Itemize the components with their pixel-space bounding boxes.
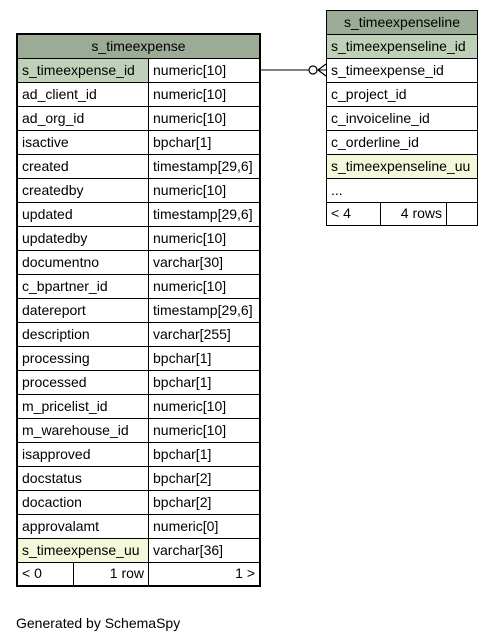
column-name[interactable]: processed — [18, 371, 149, 394]
table-s-timeexpense[interactable] — [16, 33, 261, 587]
table-header[interactable]: s_timeexpenseline — [327, 11, 477, 35]
column-name[interactable]: s_timeexpenseline_uu — [327, 155, 477, 178]
column-type: bpchar[1] — [153, 374, 212, 390]
column-name[interactable]: approvalamt — [18, 515, 149, 538]
column-name[interactable]: description — [18, 323, 149, 346]
table-row — [18, 107, 259, 131]
column-name[interactable]: processing — [18, 347, 149, 370]
column-name[interactable]: m_pricelist_id — [18, 395, 149, 418]
crow-foot-upper — [318, 64, 326, 70]
column-name[interactable]: s_timeexpense_id — [331, 62, 444, 78]
table-row — [327, 59, 477, 83]
row-count: 4 rows — [381, 203, 447, 225]
table-row — [327, 131, 477, 155]
table-row — [327, 179, 477, 203]
column-type: numeric[10] — [153, 182, 227, 198]
column-name[interactable]: docaction — [18, 491, 149, 514]
column-name[interactable]: s_timeexpense_uu — [18, 539, 149, 562]
table-row — [18, 419, 259, 443]
table-row — [18, 491, 259, 515]
row-count: 1 row — [74, 563, 149, 585]
column-name[interactable]: created — [18, 155, 149, 178]
column-name[interactable]: c_orderline_id — [331, 134, 419, 150]
column-name[interactable]: updated — [18, 203, 149, 226]
column-name[interactable]: isapproved — [18, 443, 149, 466]
column-type: numeric[10] — [153, 422, 227, 438]
column-type: numeric[10] — [153, 110, 227, 126]
column-type: timestamp[29,6] — [153, 302, 253, 318]
table-row — [18, 371, 259, 395]
table-row — [18, 155, 259, 179]
generator-caption: Generated by SchemaSpy — [16, 615, 181, 631]
table-row — [18, 347, 259, 371]
column-type: varchar[255] — [153, 326, 231, 342]
column-type: numeric[10] — [153, 62, 227, 78]
parents-count[interactable]: < 4 — [327, 203, 381, 225]
column-name[interactable]: ... — [331, 182, 343, 198]
table-footer — [18, 563, 259, 585]
column-type: bpchar[1] — [153, 350, 212, 366]
children-count — [447, 203, 477, 225]
table-row — [327, 35, 477, 59]
column-type: numeric[10] — [153, 86, 227, 102]
column-name[interactable]: ad_client_id — [18, 83, 149, 106]
column-name[interactable]: isactive — [18, 131, 149, 154]
column-name[interactable]: documentno — [18, 251, 149, 274]
table-row — [327, 155, 477, 179]
table-row — [18, 179, 259, 203]
column-name[interactable]: ad_org_id — [18, 107, 149, 130]
column-name[interactable]: createdby — [18, 179, 149, 202]
column-name[interactable]: m_warehouse_id — [18, 419, 149, 442]
table-row — [18, 467, 259, 491]
column-type: varchar[30] — [153, 254, 224, 270]
column-type: bpchar[2] — [153, 470, 212, 486]
table-row — [18, 515, 259, 539]
table-row — [18, 299, 259, 323]
column-name[interactable]: c_bpartner_id — [18, 275, 149, 298]
table-row — [18, 59, 259, 83]
parents-count[interactable]: < 0 — [18, 563, 74, 585]
column-type: numeric[10] — [153, 398, 227, 414]
table-row — [18, 227, 259, 251]
column-name[interactable]: docstatus — [18, 467, 149, 490]
column-type: numeric[10] — [153, 230, 227, 246]
column-type: numeric[0] — [153, 518, 219, 534]
column-name[interactable]: datereport — [18, 299, 149, 322]
column-type: bpchar[1] — [153, 134, 212, 150]
table-row — [18, 323, 259, 347]
table-row — [18, 443, 259, 467]
column-type: varchar[36] — [153, 542, 224, 558]
column-name[interactable]: updatedby — [18, 227, 149, 250]
table-row — [18, 251, 259, 275]
column-type: bpchar[1] — [153, 446, 212, 462]
table-row — [18, 539, 259, 563]
column-type: timestamp[29,6] — [153, 206, 253, 222]
table-s-timeexpenseline[interactable] — [326, 10, 478, 226]
table-footer — [327, 203, 477, 225]
table-row — [327, 83, 477, 107]
column-type: timestamp[29,6] — [153, 158, 253, 174]
table-row — [18, 83, 259, 107]
table-row — [327, 107, 477, 131]
table-row — [18, 131, 259, 155]
column-name[interactable]: c_invoiceline_id — [331, 110, 430, 126]
column-name[interactable]: s_timeexpenseline_id — [327, 35, 477, 58]
column-name[interactable]: s_timeexpense_id — [18, 59, 149, 82]
column-type: numeric[10] — [153, 278, 227, 294]
column-type: bpchar[2] — [153, 494, 212, 510]
children-count[interactable]: 1 > — [235, 565, 255, 581]
table-header[interactable]: s_timeexpense — [18, 35, 259, 59]
crow-foot-lower — [318, 70, 326, 76]
column-list — [18, 59, 259, 563]
table-row — [18, 275, 259, 299]
table-row — [18, 203, 259, 227]
column-list — [327, 35, 477, 203]
optional-circle-icon — [309, 66, 317, 74]
table-row — [18, 395, 259, 419]
column-name[interactable]: c_project_id — [331, 86, 407, 102]
